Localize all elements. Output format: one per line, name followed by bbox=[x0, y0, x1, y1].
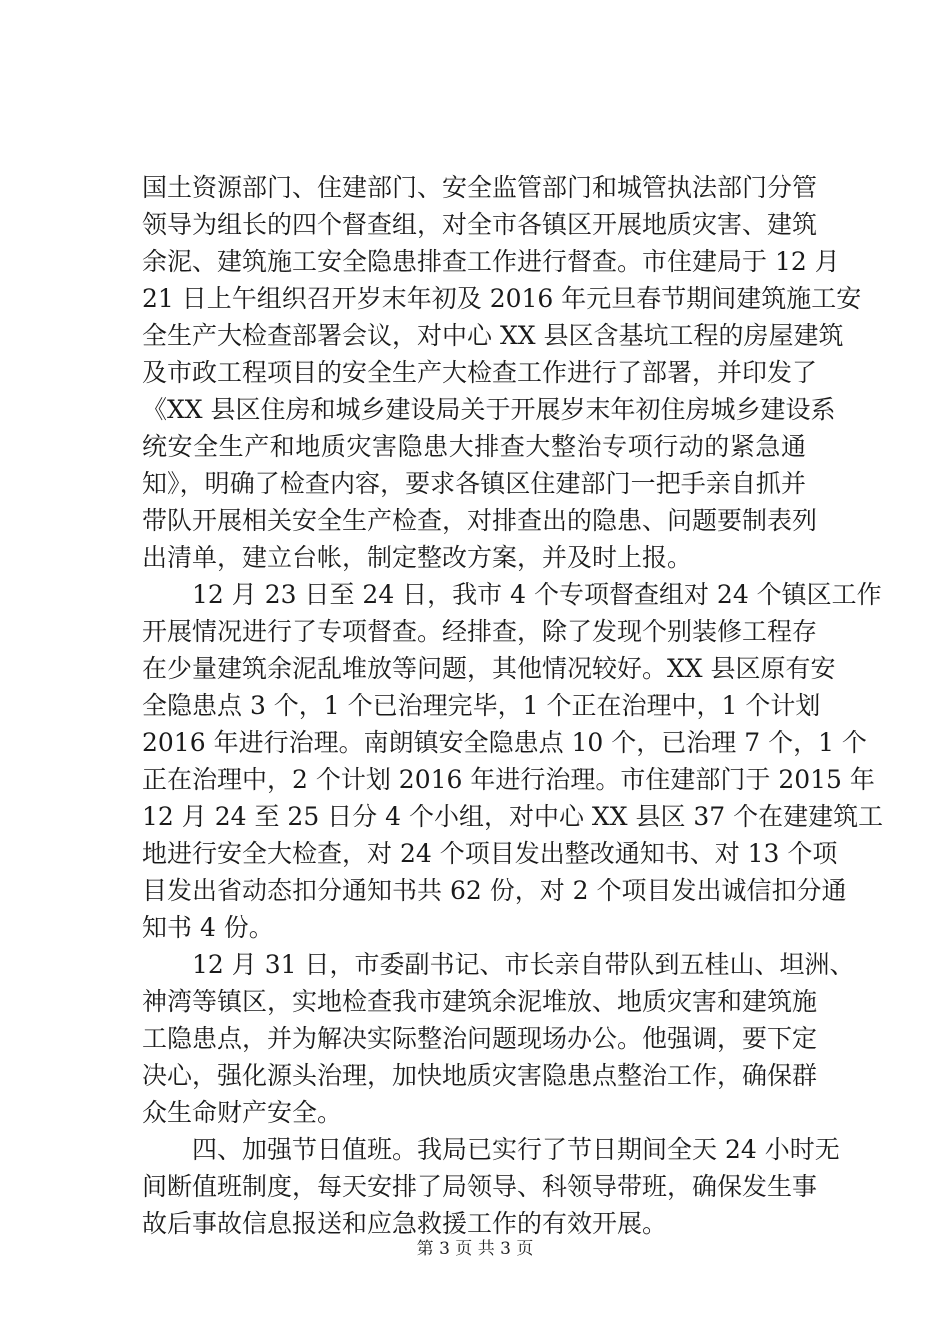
text-line: 地进行安全大检查，对 24 个项目发出整改通知书、对 13 个项 bbox=[142, 839, 838, 868]
text-line: 间断值班制度，每天安排了局领导、科领导带班，确保发生事 bbox=[142, 1172, 818, 1201]
text-line: 目发出省动态扣分通知书共 62 份，对 2 个项目发出诚信扣分通 bbox=[142, 876, 847, 905]
text-line: 带队开展相关安全生产检查，对排查出的隐患、问题要制表列 bbox=[142, 506, 818, 535]
text-line: 神湾等镇区，实地检查我市建筑余泥堆放、地质灾害和建筑施 bbox=[142, 987, 818, 1016]
text-line: 余泥、建筑施工安全隐患排查工作进行督查。市住建局于 12 月 bbox=[142, 247, 840, 276]
text-line: 知书 4 份。 bbox=[142, 913, 274, 942]
body-text bbox=[142, 169, 884, 1242]
text-line: 工隐患点，并为解决实际整治问题现场办公。他强调，要下定 bbox=[142, 1024, 818, 1053]
text-line: 知》，明确了检查内容，要求各镇区住建部门一把手亲自抓并 bbox=[142, 469, 806, 498]
text-line: 及市政工程项目的安全生产大检查工作进行了部署，并印发了 bbox=[142, 358, 818, 387]
text-line: 开展情况进行了专项督查。经排查，除了发现个别装修工程存 bbox=[142, 617, 818, 646]
text-line: 全生产大检查部署会议，对中心 XX 县区含基坑工程的房屋建筑 bbox=[142, 321, 844, 350]
text-line: 统安全生产和地质灾害隐患大排查大整治专项行动的紧急通 bbox=[142, 432, 806, 461]
page-footer: 第 3 页 共 3 页 bbox=[416, 1239, 534, 1259]
text-line: 领导为组长的四个督查组，对全市各镇区开展地质灾害、建筑 bbox=[142, 210, 818, 239]
text-line: 12 月 31 日，市委副书记、市长亲自带队到五桂山、坦洲、 bbox=[142, 950, 855, 979]
text-line: 出清单，建立台帐，制定整改方案，并及时上报。 bbox=[142, 543, 693, 572]
text-line: 众生命财产安全。 bbox=[142, 1098, 343, 1127]
text-line: 2016 年进行治理。南朗镇安全隐患点 10 个，已治理 7 个，1 个 bbox=[142, 728, 867, 757]
text-line: 12 月 24 至 25 日分 4 个小组，对中心 XX 县区 37 个在建建筑工 bbox=[142, 802, 884, 831]
text-line: 四、加强节日值班。我局已实行了节日期间全天 24 小时无 bbox=[142, 1135, 840, 1164]
text-line: 《XX 县区住房和城乡建设局关于开展岁末年初住房城乡建设系 bbox=[142, 395, 836, 424]
text-line: 21 日上午组织召开岁末年初及 2016 年元旦春节期间建筑施工安 bbox=[142, 284, 862, 313]
text-line: 12 月 23 日至 24 日，我市 4 个专项督查组对 24 个镇区工作 bbox=[142, 580, 882, 609]
text-line: 故后事故信息报送和应急救援工作的有效开展。 bbox=[142, 1209, 668, 1238]
text-line: 决心，强化源头治理，加快地质灾害隐患点整治工作，确保群 bbox=[142, 1061, 818, 1090]
text-line: 国土资源部门、住建部门、安全监管部门和城管执法部门分管 bbox=[142, 173, 818, 202]
text-line: 正在治理中，2 个计划 2016 年进行治理。市住建部门于 2015 年 bbox=[142, 765, 875, 794]
text-line: 在少量建筑余泥乱堆放等问题，其他情况较好。XX 县区原有安 bbox=[142, 654, 836, 683]
text-line: 全隐患点 3 个，1 个已治理完毕，1 个正在治理中，1 个计划 bbox=[142, 691, 821, 720]
